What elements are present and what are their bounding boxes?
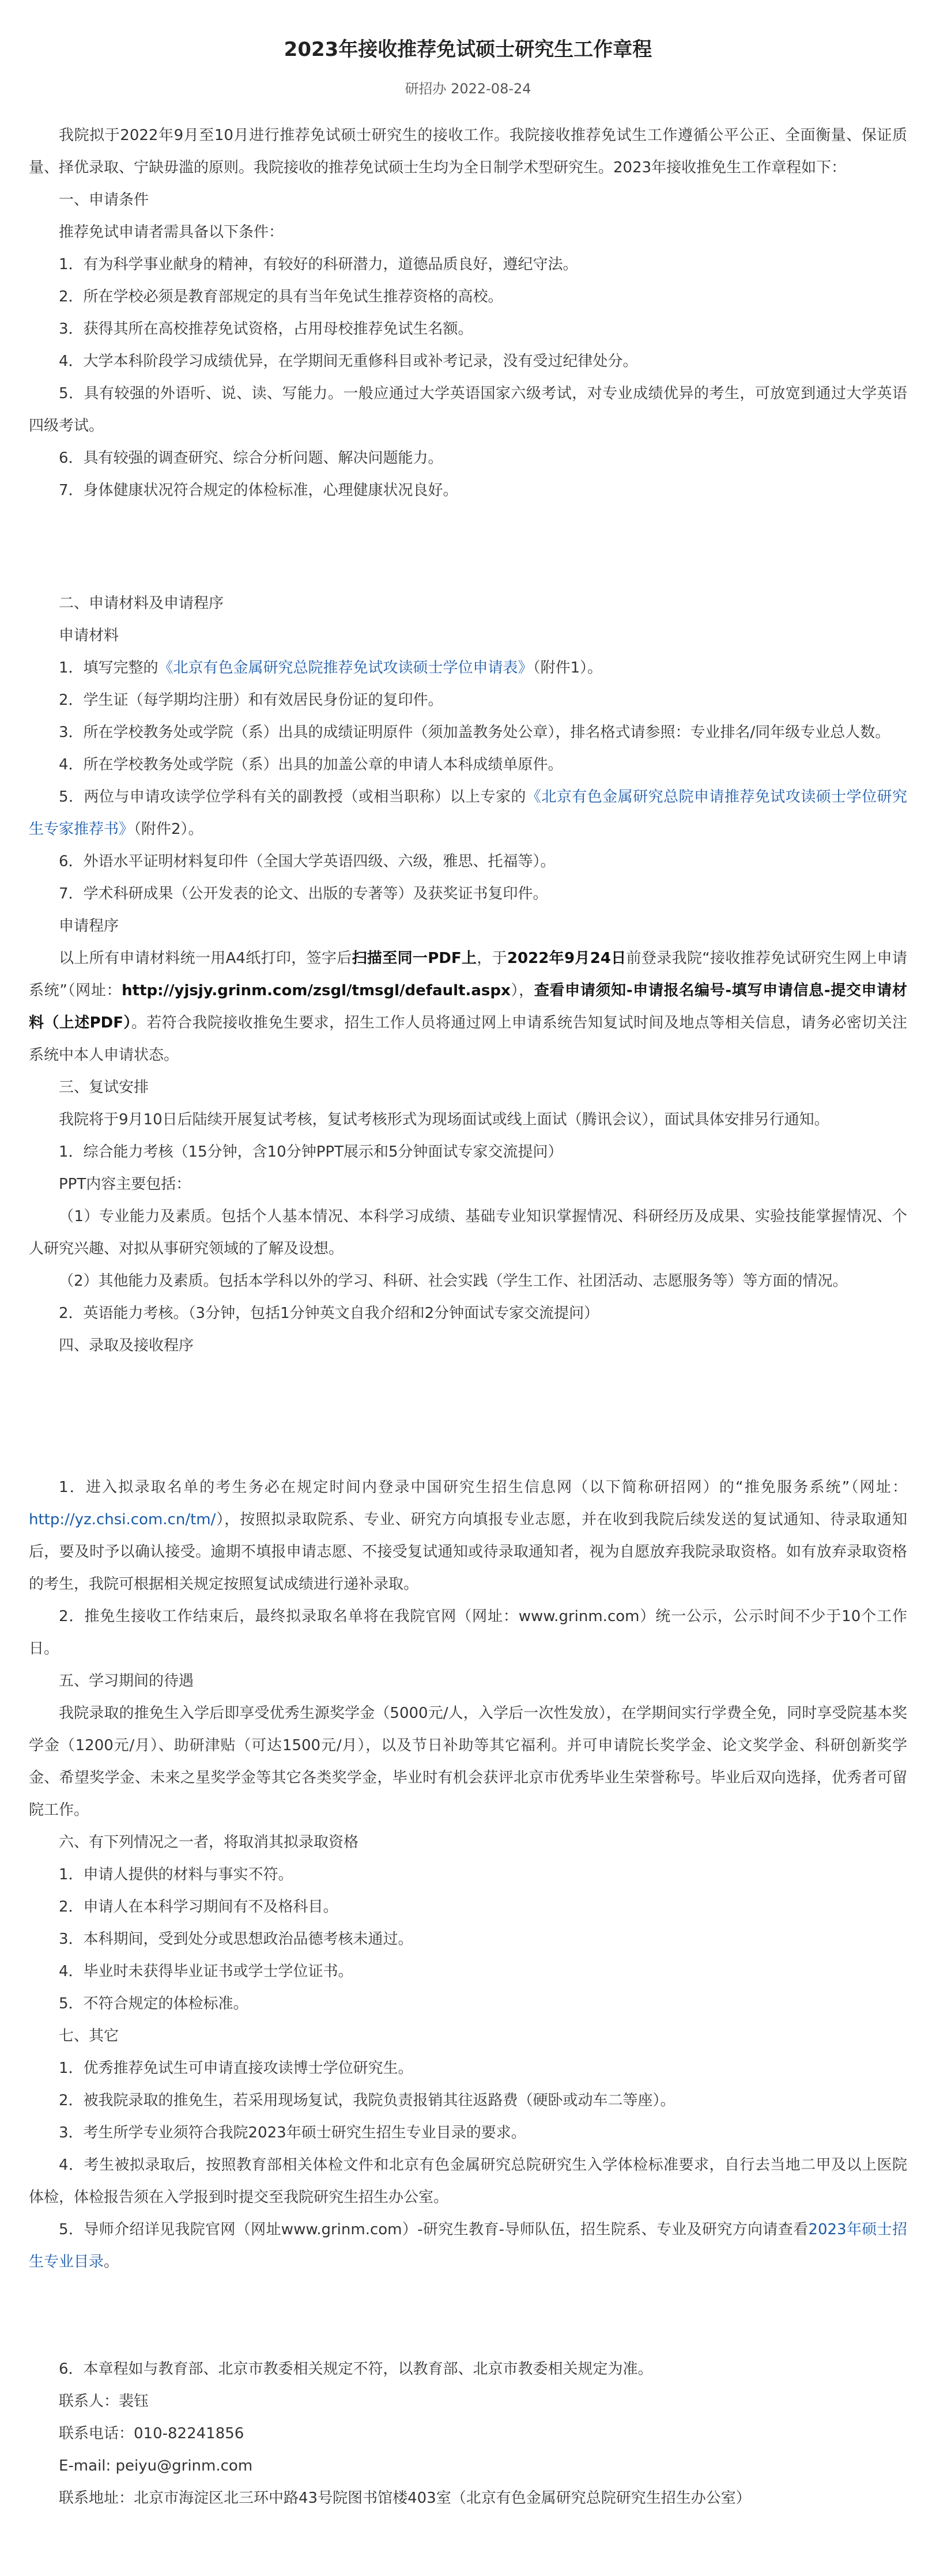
- material-item: 1．填写完整的《北京有色金属研究总院推荐免试攻读硕士学位申请表》（附件1）。: [59, 659, 603, 677]
- condition-item: 7．身体健康状况符合规定的体检标准，心理健康状况良好。: [59, 482, 458, 499]
- section-2-heading: 二、申请材料及申请程序: [59, 595, 224, 612]
- disqualify-item: 4．毕业时未获得毕业证书或学士学位证书。: [59, 1963, 353, 1980]
- other-item: 2．被我院录取的推免生，若采用现场复试，我院负责报销其往返路费（硬卧或动车二等座）。: [59, 2092, 675, 2109]
- interview-paragraph: （2）其他能力及素质。包括本学科以外的学习、科研、社会实践（学生工作、社团活动、志愿服务等）等方面的情况。: [59, 1272, 848, 1290]
- spacer: [29, 1362, 907, 1471]
- publish-meta: 研招办 2022-08-24: [405, 81, 531, 97]
- catalog-link[interactable]: 2023年硕士招生专业目录: [29, 2221, 907, 2271]
- benefits-paragraph: 我院录取的推免生入学后即享受优秀生源奖学金（5000元/人，入学后一次性发放），在学期间实行学费全免，同时享受院基本奖学金（1200元/月）、助研津贴（可达1500元/月），以及节日补助等其它福利。并可申请院长奖学金、论文奖学金、科研创新奖学金、希望奖学金、未来之星奖学金等其它各类奖学金，毕业时有机会获评北京市优秀毕业生荣誉称号。毕业后双向选择，优秀者可留院工作。: [29, 1705, 907, 1819]
- other-item: 4．考生被拟录取后，按照教育部相关体检文件和北京有色金属研究总院研究生入学体检标准要求，自行去当地二甲及以上医院体检，体检报告须在入学报到时提交至我院研究生招生办公室。: [29, 2156, 907, 2206]
- application-system-url[interactable]: http://yjsjy.grinm.com/zsgl/tmsgl/default.aspx: [122, 982, 511, 999]
- section-1-heading: 一、申请条件: [59, 191, 149, 209]
- other-item: 1．优秀推荐免试生可申请直接攻读博士学位研究生。: [59, 2060, 413, 2077]
- section-7-heading: 七、其它: [59, 2027, 119, 2045]
- material-item: 5．两位与申请攻读学位学科有关的副教授（或相当职称）以上专家的《北京有色金属研究总院申请推荐免试攻读硕士学位研究生专家推荐书》（附件2）。: [29, 788, 907, 838]
- intro-paragraph: 我院拟于2022年9月至10月进行推荐免试硕士研究生的接收工作。我院接收推荐免试生工作遵循公平公正、全面衡量、保证质量、择优录取、宁缺毋滥的原则。我院接收的推荐免试硕士生均为全日制学术型研究生。2023年接收推免生工作章程如下：: [29, 127, 907, 176]
- interview-paragraph: 1．综合能力考核（15分钟，含10分钟PPT展示和5分钟面试专家交流提问）: [59, 1143, 563, 1161]
- application-form-link[interactable]: 《北京有色金属研究总院推荐免试攻读硕士学位申请表》: [158, 659, 533, 677]
- section-4-heading: 四、录取及接收程序: [59, 1337, 194, 1354]
- interview-paragraph: 我院将于9月10日后陆续开展复试考核，复试考核形式为现场面试或线上面试（腾讯会议），面试具体安排另行通知。: [59, 1111, 829, 1128]
- material-item: 6．外语水平证明材料复印件（全国大学英语四级、六级，雅思、托福等）。: [59, 853, 556, 870]
- material-item: 2．学生证（每学期均注册）和有效居民身份证的复印件。: [59, 692, 443, 709]
- condition-item: 3．获得其所在高校推荐免试资格，占用母校推荐免试生名额。: [59, 320, 473, 338]
- spacer: [29, 2278, 907, 2353]
- other-item: 5．导师介绍详见我院官网（网址www.grinm.com）-研究生教育-导师队伍，招生院系、专业及研究方向请查看2023年硕士招生专业目录。: [29, 2221, 907, 2271]
- disqualify-item: 5．不符合规定的体检标准。: [59, 1995, 248, 2012]
- procedure-heading: 申请程序: [59, 917, 119, 935]
- spacer: [29, 507, 907, 587]
- material-item: 4．所在学校教务处或学院（系）出具的加盖公章的申请人本科成绩单原件。: [59, 756, 563, 773]
- section-3-heading: 三、复试安排: [59, 1079, 149, 1096]
- materials-heading: 申请材料: [59, 627, 119, 644]
- disqualify-item: 2．申请人在本科学习期间有不及格科目。: [59, 1898, 338, 1916]
- section-6-heading: 六、有下列情况之一者，将取消其拟录取资格: [59, 1834, 359, 1851]
- interview-paragraph: 2．英语能力考核。（3分钟，包括1分钟英文自我介绍和2分钟面试专家交流提问）: [59, 1305, 599, 1322]
- page-title: 2023年接收推荐免试硕士研究生工作章程: [284, 38, 652, 61]
- contact-phone: 联系电话：010-82241856: [59, 2425, 244, 2442]
- procedure-paragraph: 以上所有申请材料统一用A4纸打印，签字后扫描至同一PDF上，于2022年9月24日前登录我院“接收推荐免试研究生网上申请系统”（网址：http://yjsjy.grinm.com/zsgl/tmsgl/default.aspx），查看申请须知-申请报名编号-填写申请信息-提交申请材料（上述PDF）。若符合我院接收推免生要求，招生工作人员将通过网上申请系统告知复试时间及地点等相关信息，请务必密切关注系统中本人申请状态。: [29, 950, 907, 1064]
- material-item: 3．所在学校教务处或学院（系）出具的成绩证明原件（须加盖教务处公章），排名格式请参照：专业排名/同年级专业总人数。: [59, 724, 890, 741]
- contact-email: E-mail: peiyu@grinm.com: [59, 2457, 253, 2475]
- admission-paragraph: 2．推免生接收工作结束后，最终拟录取名单将在我院官网（网址：www.grinm.com）统一公示，公示时间不少于10个工作日。: [29, 1608, 907, 1657]
- section-5-heading: 五、学习期间的待遇: [59, 1672, 194, 1690]
- contact-person: 联系人：裴钰: [59, 2393, 149, 2410]
- condition-item: 6．具有较强的调查研究、综合分析问题、解决问题能力。: [59, 450, 443, 467]
- condition-item: 4．大学本科阶段学习成绩优异，在学期间无重修科目或补考记录，没有受过纪律处分。: [59, 353, 638, 370]
- recommendation-letter-link[interactable]: 《北京有色金属研究总院申请推荐免试攻读硕士学位研究生专家推荐书》: [29, 788, 907, 838]
- condition-item: 5．具有较强的外语听、说、读、写能力。一般应通过大学英语国家六级考试，对专业成绩优异的考生，可放宽到通过大学英语四级考试。: [29, 385, 907, 435]
- chsi-link[interactable]: http://yz.chsi.com.cn/tm/: [29, 1511, 216, 1528]
- other-item: 3．考生所学专业须符合我院2023年硕士研究生招生专业目录的要求。: [59, 2124, 526, 2141]
- interview-paragraph: PPT内容主要包括：: [59, 1176, 191, 1193]
- other-item: 6．本章程如与教育部、北京市教委相关规定不符，以教育部、北京市教委相关规定为准。: [59, 2360, 653, 2378]
- interview-paragraph: （1）专业能力及素质。包括个人基本情况、本科学习成绩、基础专业知识掌握情况、科研经历及成果、实验技能掌握情况、个人研究兴趣、对拟从事研究领域的了解及设想。: [29, 1208, 907, 1257]
- condition-item: 1．有为科学事业献身的精神，有较好的科研潜力，道德品质良好，遵纪守法。: [59, 256, 578, 273]
- contact-address: 联系地址：北京市海淀区北三环中路43号院图书馆楼403室（北京有色金属研究总院研究生招生办公室）: [59, 2490, 751, 2507]
- disqualify-item: 1．申请人提供的材料与事实不符。: [59, 1866, 293, 1883]
- disqualify-item: 3．本科期间，受到处分或思想政治品德考核未通过。: [59, 1931, 413, 1948]
- admission-paragraph: 1．进入拟录取名单的考生务必在规定时间内登录中国研究生招生信息网（以下简称研招网）的“推免服务系统”（网址：http://yz.chsi.com.cn/tm/），按照拟录取院系、专业、研究方向填报专业志愿，并在收到我院后续发送的复试通知、待录取通知后，要及时予以确认接受。逾期不填报申请志愿、不接受复试通知或待录取通知者，视为自愿放弃我院录取资格。如有放弃录取资格的考生，我院可根据相关规定按照复试成绩进行递补录取。: [29, 1479, 907, 1593]
- section-1-lead: 推荐免试申请者需具备以下条件：: [59, 224, 284, 241]
- condition-item: 2．所在学校必须是教育部规定的具有当年免试生推荐资格的高校。: [59, 288, 503, 305]
- material-item: 7．学术科研成果（公开发表的论文、出版的专著等）及获奖证书复印件。: [59, 885, 548, 902]
